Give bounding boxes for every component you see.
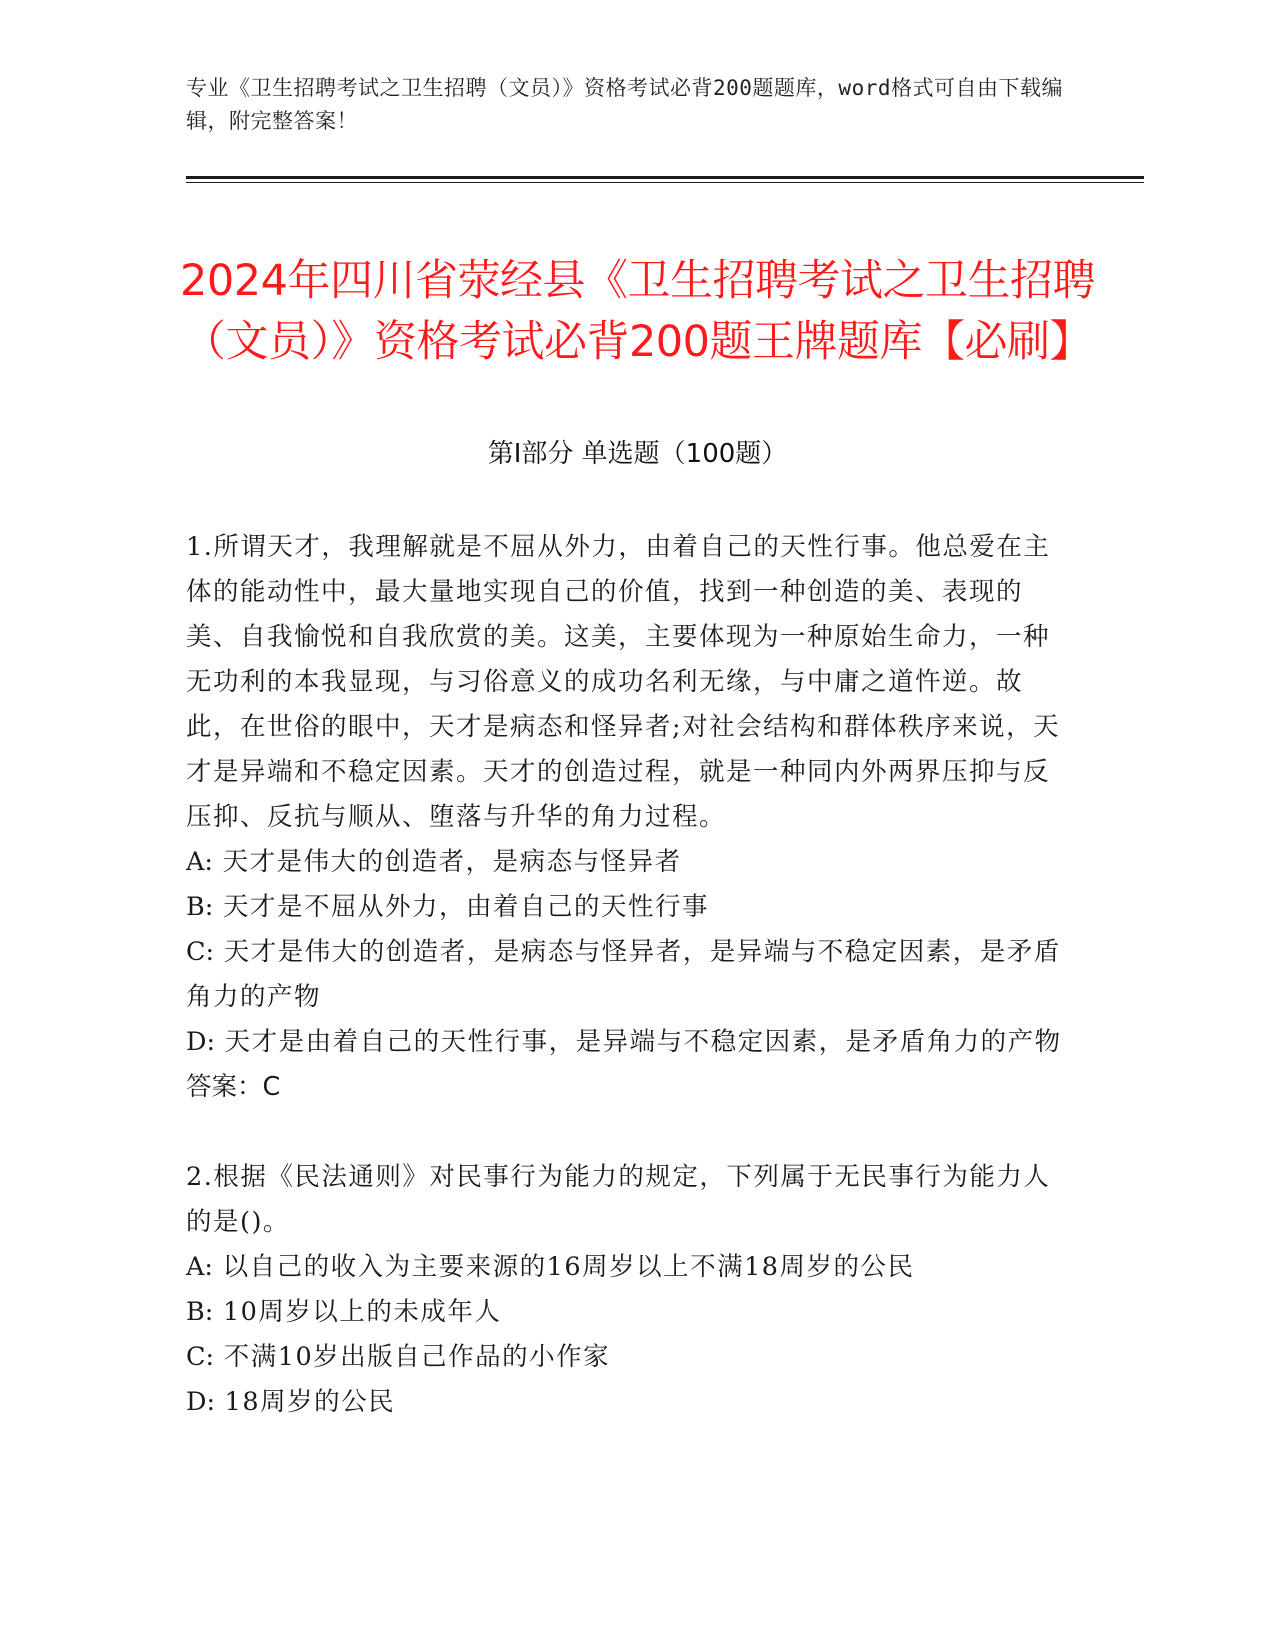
option-label: A: — [186, 1252, 214, 1282]
option-text: 天才是由着自己的天性行事，是异端与不稳定因素，是矛盾角力的产物 — [224, 1027, 1062, 1057]
option-c — [186, 1335, 1066, 1380]
option-b — [186, 1290, 1066, 1335]
option-label: C: — [186, 1342, 215, 1372]
header-divider-thick — [186, 176, 1144, 179]
option-d — [186, 1020, 1066, 1065]
question-2 — [186, 1155, 1066, 1425]
header-divider-thin — [186, 182, 1144, 183]
question-stem: 1.所谓天才，我理解就是不屈从外力，由着自己的天性行事。他总爱在主体的能动性中，最大量地实现自己的价值，找到一种创造的美、表现的美、自我愉悦和自我欣赏的美。这美，主要体现为一种原始生命力，一种无功利的本我显现，与习俗意义的成功名利无缘，与中庸之道忤逆。故此，在世俗的眼中，天才是病态和怪异者;对社会结构和群体秩序来说，天才是异端和不稳定因素。天才的创造过程，就是一种同内外两界压抑与反压抑、反抗与顺从、堕落与升华的角力过程。 — [186, 532, 1061, 832]
option-b — [186, 885, 1066, 930]
option-text: 天才是不屈从外力，由着自己的天性行事 — [222, 892, 709, 922]
document-title: 2024年四川省荥经县《卫生招聘考试之卫生招聘（文员）》资格考试必背200题王牌题库【必刷】 — [180, 255, 1095, 367]
question-spacer — [186, 1110, 1066, 1155]
option-c — [186, 930, 1066, 1020]
option-text: 以自己的收入为主要来源的16周岁以上不满18周岁的公民 — [222, 1252, 915, 1282]
option-label: B: — [186, 892, 214, 922]
option-d — [186, 1380, 1066, 1425]
option-text: 18周岁的公民 — [224, 1387, 396, 1417]
option-text: 10周岁以上的未成年人 — [222, 1297, 502, 1327]
answer: 答案：C — [186, 1072, 281, 1102]
option-text: 天才是伟大的创造者，是病态与怪异者 — [222, 847, 682, 877]
option-text: 天才是伟大的创造者，是病态与怪异者，是异端与不稳定因素，是矛盾角力的产物 — [186, 937, 1061, 1012]
option-label: C: — [186, 937, 215, 967]
option-label: D: — [186, 1387, 216, 1417]
question-stem: 2.根据《民法通则》对民事行为能力的规定，下列属于无民事行为能力人的是()。 — [186, 1162, 1051, 1237]
option-label: A: — [186, 847, 214, 877]
option-a — [186, 1245, 1066, 1290]
header-note: 专业《卫生招聘考试之卫生招聘（文员）》资格考试必背200题题库，word格式可自由下载编辑，附完整答案！ — [186, 76, 1063, 133]
question-1 — [186, 525, 1066, 1110]
option-label: B: — [186, 1297, 214, 1327]
option-label: D: — [186, 1027, 216, 1057]
option-text: 不满10岁出版自己作品的小作家 — [223, 1342, 611, 1372]
option-a — [186, 840, 1066, 885]
question-list — [186, 525, 1066, 1425]
section-title: 第I部分 单选题（100题） — [487, 439, 788, 469]
